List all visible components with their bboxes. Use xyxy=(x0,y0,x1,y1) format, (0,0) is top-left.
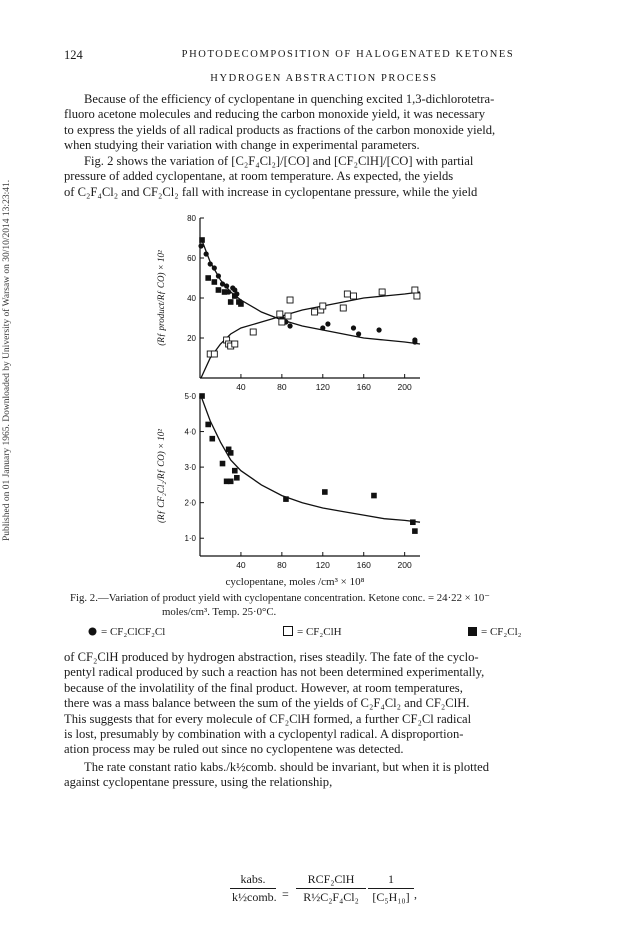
data-point-filled-square xyxy=(216,287,222,293)
data-point-circle xyxy=(198,243,203,248)
x-tick-label: 40 xyxy=(236,382,246,392)
legend-label: = CF₂ClCF₂Cl xyxy=(101,626,166,638)
data-point-filled-square xyxy=(220,461,226,467)
fit-curve xyxy=(201,292,420,378)
text-line: pentyl radical produced by such a reaction has not been determined experimentally, xyxy=(64,665,485,680)
text-line: fluoro acetone molecules and reducing the carbon monoxide yield, it was necessary xyxy=(64,107,486,122)
data-point-circle xyxy=(216,273,221,278)
text-line: there was a mass balance between the sum of the yields of C₂F₄Cl₂ and CF₂ClH. xyxy=(64,696,470,711)
y-tick-label: 3·0 xyxy=(184,463,196,473)
data-point-circle xyxy=(208,261,213,266)
data-point-open-square xyxy=(312,309,318,315)
x-tick-label: 120 xyxy=(315,560,330,570)
section-title: HYDROGEN ABSTRACTION PROCESS xyxy=(210,73,438,84)
data-point-circle xyxy=(412,339,417,344)
data-point-open-square xyxy=(287,297,293,303)
x-tick-label: 160 xyxy=(356,382,371,392)
y-axis-label: (Rƒ CF₂Cl₂/Rƒ CO) × 10² xyxy=(156,428,166,524)
equation-fraction-rhs xyxy=(296,872,366,905)
data-point-filled-square xyxy=(371,493,377,499)
text-line: This suggests that for every molecule of CF₂ClH formed, a further CF₂Cl radical xyxy=(64,711,472,726)
data-point-open-square xyxy=(250,329,256,335)
data-point-filled-square xyxy=(199,393,205,399)
equation-numerator: 1 xyxy=(388,872,394,886)
y-tick-label: 4·0 xyxy=(184,427,196,437)
equation-denominator: k½comb. xyxy=(232,890,277,904)
text-line: The rate constant ratio kabs./k½comb. should be invariant, but when it is plotted xyxy=(84,760,490,774)
data-point-filled-square xyxy=(228,479,234,485)
paragraph-2 xyxy=(64,154,584,200)
open-square-icon xyxy=(283,626,293,639)
equation-denominator: [C₅H₁₀] xyxy=(372,890,410,904)
data-point-filled-square xyxy=(410,519,416,525)
data-point-filled-square xyxy=(228,299,234,305)
fit-curve xyxy=(201,396,420,522)
x-tick-label: 200 xyxy=(397,382,412,392)
text-line: pressure of added cyclopentane, at room temperature. As expected, the yields xyxy=(64,169,454,184)
data-point-open-square xyxy=(277,311,283,317)
text-line: Because of the efficiency of cyclopentane in quenching excited 1,3-dichlorotetra- xyxy=(84,92,495,106)
data-point-filled-square xyxy=(209,436,215,442)
data-point-filled-square xyxy=(205,422,211,428)
data-point-filled-square xyxy=(205,275,211,281)
figure-chart xyxy=(150,210,450,582)
x-tick-label: 200 xyxy=(397,560,412,570)
equation-numerator: kabs. xyxy=(240,872,266,886)
paragraph-3 xyxy=(64,650,584,758)
x-tick-label: 80 xyxy=(277,382,287,392)
data-point-open-square xyxy=(340,305,346,311)
legend-item-open-square xyxy=(283,626,342,639)
data-point-filled-square xyxy=(232,468,238,474)
page-header xyxy=(64,48,584,64)
equation-denominator: R½C₂F₄Cl₂ xyxy=(303,890,359,904)
data-point-filled-square xyxy=(412,528,418,534)
equation-fraction-conc xyxy=(368,872,414,905)
data-point-filled-square xyxy=(234,475,240,481)
figure-legend xyxy=(88,626,588,640)
x-tick-label: 120 xyxy=(315,382,330,392)
x-tick-label: 80 xyxy=(277,560,287,570)
rate-equation xyxy=(230,872,420,920)
data-point-open-square xyxy=(279,319,285,325)
data-point-circle xyxy=(351,325,356,330)
caption-line: Fig. 2.—Variation of product yield with cyclopentane concentration. Ketone conc. = 24·22 × 10⁻ xyxy=(70,592,490,604)
data-point-circle xyxy=(212,265,217,270)
page-number: 124 xyxy=(64,48,83,62)
download-note: Published on 01 January 1965. Downloaded by University of Warsaw on 30/10/2014 13:23:41. xyxy=(2,179,12,541)
data-point-open-square xyxy=(412,287,418,293)
text-line: to express the yields of all radical products as fractions of the carbon monoxide yield, xyxy=(64,122,496,137)
legend-label: = CF₂Cl₂ xyxy=(481,626,522,638)
equation-numerator: RCF₂ClH xyxy=(307,872,355,886)
data-point-open-square xyxy=(344,291,350,297)
y-tick-label: 20 xyxy=(187,334,196,343)
data-point-open-square xyxy=(379,289,385,295)
y-axis-label: (Rƒ product/Rƒ CO) × 10² xyxy=(156,250,166,346)
x-axis-label: cyclopentane, moles /cm³ × 10⁸ xyxy=(225,576,365,588)
equation-comma: , xyxy=(414,887,417,901)
legend-item-filled-square xyxy=(468,626,521,639)
data-point-circle xyxy=(325,321,330,326)
equation-fraction-lhs xyxy=(230,872,276,905)
y-tick-label: 60 xyxy=(187,254,196,263)
text-line: ation process may be ruled out since no cyclopentene was detected. xyxy=(64,742,404,757)
y-tick-label: 40 xyxy=(187,294,196,303)
text-line: against cyclopentane pressure, using the relationship, xyxy=(64,775,333,790)
data-point-open-square xyxy=(232,341,238,347)
legend-item-circle xyxy=(88,626,165,639)
data-point-filled-square xyxy=(322,489,328,495)
filled-circle-icon xyxy=(88,627,97,639)
data-point-circle xyxy=(224,283,229,288)
data-point-filled-square xyxy=(212,279,218,285)
y-tick-label: 1·0 xyxy=(184,534,196,544)
data-point-open-square xyxy=(320,303,326,309)
data-point-open-square xyxy=(285,313,291,319)
running-title: PHOTODECOMPOSITION OF HALOGENATED KETONES xyxy=(181,49,515,60)
data-point-circle xyxy=(356,331,361,336)
y-tick-label: 5·0 xyxy=(184,392,196,401)
text-line: of C₂F₄Cl₂ and CF₂Cl₂ fall with increase in cyclopentane pressure, while the yield xyxy=(64,184,478,199)
paragraph-4 xyxy=(64,760,584,791)
y-tick-label: 80 xyxy=(187,214,196,223)
text-line: is lost, presumably by combination with a cyclopentyl radical. A disproportion- xyxy=(64,727,464,742)
data-point-open-square xyxy=(211,351,217,357)
data-point-circle xyxy=(376,327,381,332)
data-point-filled-square xyxy=(232,293,238,299)
data-point-open-square xyxy=(350,293,356,299)
figure-caption xyxy=(70,592,580,619)
legend-label: = CF₂ClH xyxy=(297,626,342,638)
data-point-circle xyxy=(204,251,209,256)
paragraph-1 xyxy=(64,92,584,154)
data-point-filled-square xyxy=(238,301,244,307)
x-tick-label: 40 xyxy=(236,560,246,570)
text-line: because of the involatility of the final product. However, at room temperatures, xyxy=(64,680,463,695)
filled-square-icon xyxy=(468,627,477,639)
data-point-filled-square xyxy=(283,496,289,502)
data-point-filled-square xyxy=(199,237,205,243)
data-point-filled-square xyxy=(222,289,228,295)
y-tick-label: 2·0 xyxy=(184,498,196,508)
text-line: when studying their variation with change in experimental parameters. xyxy=(64,138,420,153)
text-line: of CF₂ClH produced by hydrogen abstraction, rises steadily. The fate of the cyclo- xyxy=(64,650,479,664)
data-point-open-square xyxy=(414,293,420,299)
figure-2 xyxy=(150,210,450,582)
data-point-circle xyxy=(320,325,325,330)
caption-line: moles/cm³. Temp. 25·0°C. xyxy=(162,605,277,618)
data-point-circle xyxy=(287,323,292,328)
equation-equals: = xyxy=(282,887,289,901)
text-line: Fig. 2 shows the variation of [C₂F₄Cl₂]/[CO] and [CF₂ClH]/[CO] with partial xyxy=(84,154,474,168)
x-tick-label: 160 xyxy=(356,560,371,570)
data-point-filled-square xyxy=(228,450,234,456)
